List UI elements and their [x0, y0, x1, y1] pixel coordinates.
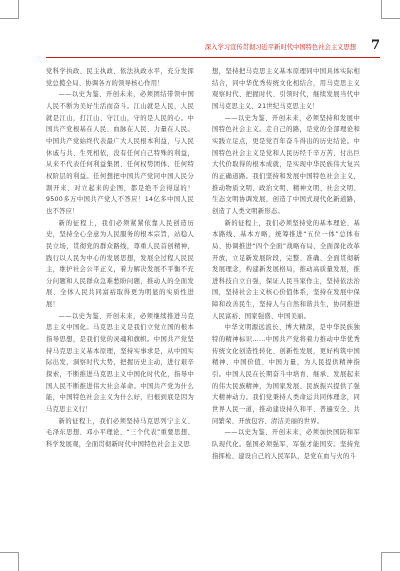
paragraph: 新的征程上，我们必须坚持马克思列宁主义、毛泽东思想、邓小平理论、“三个代表”重要思想、科学发展观，全面贯彻新时代中国特色社会主义思: [46, 417, 194, 448]
paragraph: 新的征程上，我们必须坚持党的基本理论、基本路线、基本方略，统筹推进“五位一体”总体布局、协调推进“四个全面”战略布局，全面深化改革开放，立足新发展阶段，完整、准确、全面贯彻新发展理念，构建新发展格局，推动高质量发展，推进科技自立自强，保证人民当家作主，坚持依法治国，坚持社会主义核心价值体系，坚持在发展中保障和改善民生，坚持人与自然和谐共生，协同推进人民富裕、国家强盛、中国美丽。: [212, 219, 360, 320]
paragraph: 想，坚持把马克思主义基本原理同中国具体实际相结合，同中华优秀传统文化相结合，用马克思主义观察时代、把握时代、引领时代，继续发展当代中国马克思主义、21世纪马克思主义！: [212, 68, 360, 110]
paragraph: ——以史为鉴、开创未来，必须加快国防和军队现代化。强国必须强军，军强才能国安。坚持党指挥枪、建设自己的人民军队，是党在血与火的斗: [212, 429, 360, 460]
running-title: 深入学习宣传贯彻习近平新时代中国特色社会主义思想: [204, 44, 356, 51]
crop-mark-bottom-left: [0, 552, 19, 571]
page-header: [204, 38, 380, 53]
right-column: [212, 66, 360, 556]
paragraph: ——以史为鉴、开创未来，必须团结带领中国人民不断为美好生活而奋斗。江山就是人民，人民就是江山，打江山、守江山，守的是人民的心。中国共产党根基在人民、血脉在人民、力量在人民。中国共产党始终代表最广大人民根本利益，与人民休戚与共、生死相依，没有任何自己特殊的利益，从来不代表任何利益集团、任何权势团体、任何特权阶层的利益。任何想把中国共产党同中国人民分割开来、对立起来的企图，都是绝不会得逞的！9500多万中国共产党人不答应！14亿多中国人民也不答应！: [46, 91, 194, 215]
header-rule: [46, 57, 380, 58]
crop-mark-bottom-right: [381, 552, 400, 571]
paragraph: ——以史为鉴、开创未来，必须继续推进马克思主义中国化。马克思主义是我们立党立国的根本指导思想，是我们党的灵魂和旗帜。中国共产党坚持马克思主义基本原理，坚持实事求是，从中国实际出发，洞察时代大势，把握历史主动，进行艰辛探索，不断推进马克思主义中国化时代化，指导中国人民不断推进伟大社会革命。中国共产党为什么能，中国特色社会主义为什么好，归根到底是因为马克思主义行！: [46, 312, 194, 414]
page-number: 7: [370, 38, 380, 53]
paragraph: ——以史为鉴、开创未来，必须坚持和发展中国特色社会主义。走自己的路，是党的全部理论和实践立足点，更是党百年奋斗得出的历史结论。中国特色社会主义是党和人民历经千辛万苦、付出巨大代价取得的根本成就，是实现中华民族伟大复兴的正确道路。我们坚持和发展中国特色社会主义，推动物质文明、政治文明、精神文明、社会文明、生态文明协调发展，创造了中国式现代化新道路，创造了人类文明新形态。: [212, 114, 360, 215]
paragraph: 中华文明源远流长、博大精深，是中华民族独特的精神标识……中国共产党将着力推动中华优秀传统文化创造性转化、创新性发展，更好构筑中国精神、中国价值、中国力量，为人民提供精神指引。中国人民在长期奋斗中培育、继承、发展起来的伟大民族精神，为国家发展、民族振兴提供了强大精神动力。我们党秉持人类命运共同体理念，同世界人民一道，推动建设持久和平、普遍安全、共同繁荣、开放包容、清洁美丽的世界。: [212, 324, 360, 425]
paragraph: 党科学执政、民主执政、依法执政水平，充分发挥党总揽全局、协调各方的领导核心作用！: [46, 68, 194, 87]
crop-mark-top-right: [381, 0, 400, 19]
left-column: [46, 66, 194, 556]
paragraph: 新的征程上，我们必须紧紧依靠人民创造历史，坚持全心全意为人民服务的根本宗旨，站稳人民立场，贯彻党的群众路线，尊重人民首创精神，践行以人民为中心的发展思想，发展全过程人民民主，维护社会公平正义，着力解决发展不平衡不充分问题和人民群众急难愁盼问题，推动人的全面发展、全体人民共同富裕取得更为明显的实质性进展！: [46, 219, 194, 309]
crop-mark-top-left: [0, 0, 19, 19]
